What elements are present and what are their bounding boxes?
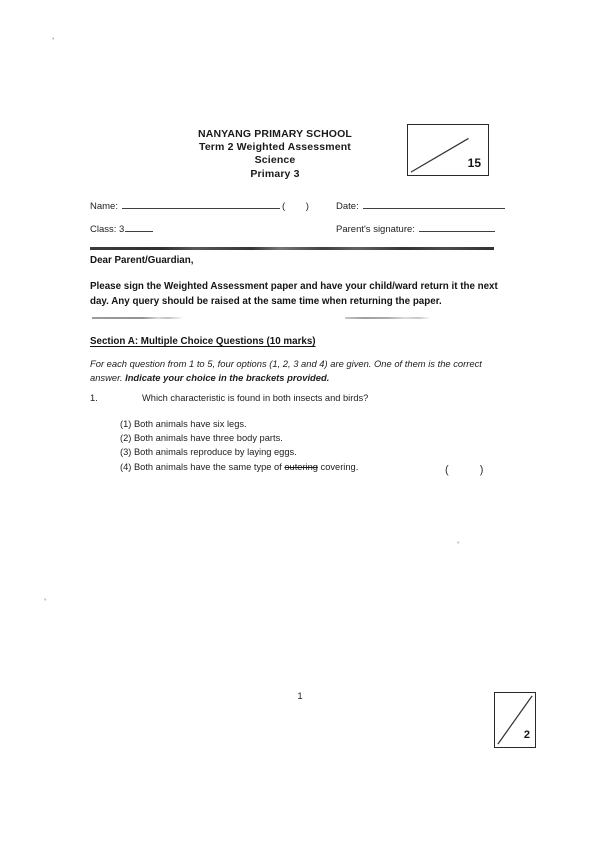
question-1-head [90, 391, 500, 405]
index-number-brackets[interactable]: ( ) [281, 201, 318, 212]
date-label: Date: [336, 201, 359, 212]
notice-body: Please sign the Weighted Assessment paper and have your child/ward return it the next day. Any query should be raised at the same time when returning the paper. [90, 280, 498, 307]
option-3[interactable] [120, 445, 500, 459]
particulars-row-1 [90, 199, 494, 222]
scan-remnant-line-left [92, 317, 184, 319]
subject-name: Science [254, 154, 296, 167]
parent-notice [90, 253, 498, 310]
marks-box-bottom [494, 692, 536, 748]
class-label: Class: 3 [90, 224, 125, 235]
marks-box-top [407, 124, 489, 176]
option-2-text: Both animals have three body parts. [133, 433, 283, 444]
class-input-rule[interactable] [125, 222, 153, 232]
option-3-text: Both animals reproduce by laying eggs. [133, 447, 297, 458]
option-3-label: (3) [120, 447, 132, 458]
particulars-block [90, 199, 494, 245]
question-1-number: 1. [90, 393, 98, 403]
option-2[interactable] [120, 431, 500, 445]
option-1[interactable] [120, 417, 500, 431]
scan-speck-mid-right: • [457, 540, 460, 547]
name-input-rule[interactable] [122, 199, 280, 209]
option-2-label: (2) [120, 433, 132, 444]
parent-signature-rule[interactable] [419, 222, 495, 232]
name-field-group [90, 199, 318, 212]
scan-speck-mid-left: • [44, 597, 47, 604]
question-1-answer-brackets[interactable]: ( ) [445, 464, 498, 476]
question-1 [90, 391, 500, 474]
option-4[interactable] [120, 460, 500, 474]
option-4-text-after: covering. [317, 461, 359, 472]
marks-value-bottom: 2 [523, 729, 530, 741]
section-a-instruction [90, 357, 500, 385]
parent-signature-label: Parent's signature: [336, 224, 415, 235]
class-field-group [90, 222, 155, 235]
name-label: Name: [90, 201, 118, 212]
paper-header [160, 128, 390, 181]
notice-salutation: Dear Parent/Guardian, [90, 255, 194, 266]
scan-speck-top-left: • [52, 36, 55, 43]
option-1-text: Both animals have six legs. [133, 419, 247, 429]
section-a-heading: Section A: Multiple Choice Questions (10 marks) [90, 336, 316, 347]
instruction-normal-text: For each question from 1 to 5, four options (1, 2, 3 and 4) are given. One of them is the correct answer. [90, 358, 482, 383]
date-field-group [336, 199, 507, 212]
question-1-options [120, 417, 500, 474]
level-name: Primary 3 [250, 167, 300, 180]
school-name: NANYANG PRIMARY SCHOOL [197, 128, 352, 140]
parent-signature-group [336, 222, 497, 235]
scan-remnant-line-right [345, 317, 431, 319]
assessment-name: Term 2 Weighted Assessment [199, 141, 351, 154]
option-4-text-before: Both animals have the same type of [133, 461, 285, 472]
option-4-struck-word: outering [284, 461, 318, 472]
horizontal-separator [90, 247, 494, 250]
marks-value-top: 15 [467, 156, 481, 170]
instruction-bold-text: Indicate your choice in the brackets provided. [125, 372, 330, 383]
option-1-label: (1) [120, 419, 132, 429]
date-input-rule[interactable] [363, 199, 505, 209]
question-1-text: Which characteristic is found in both insects and birds? [142, 393, 369, 403]
particulars-row-2 [90, 222, 494, 245]
page-number: 1 [297, 691, 303, 702]
option-4-label: (4) [120, 461, 132, 472]
